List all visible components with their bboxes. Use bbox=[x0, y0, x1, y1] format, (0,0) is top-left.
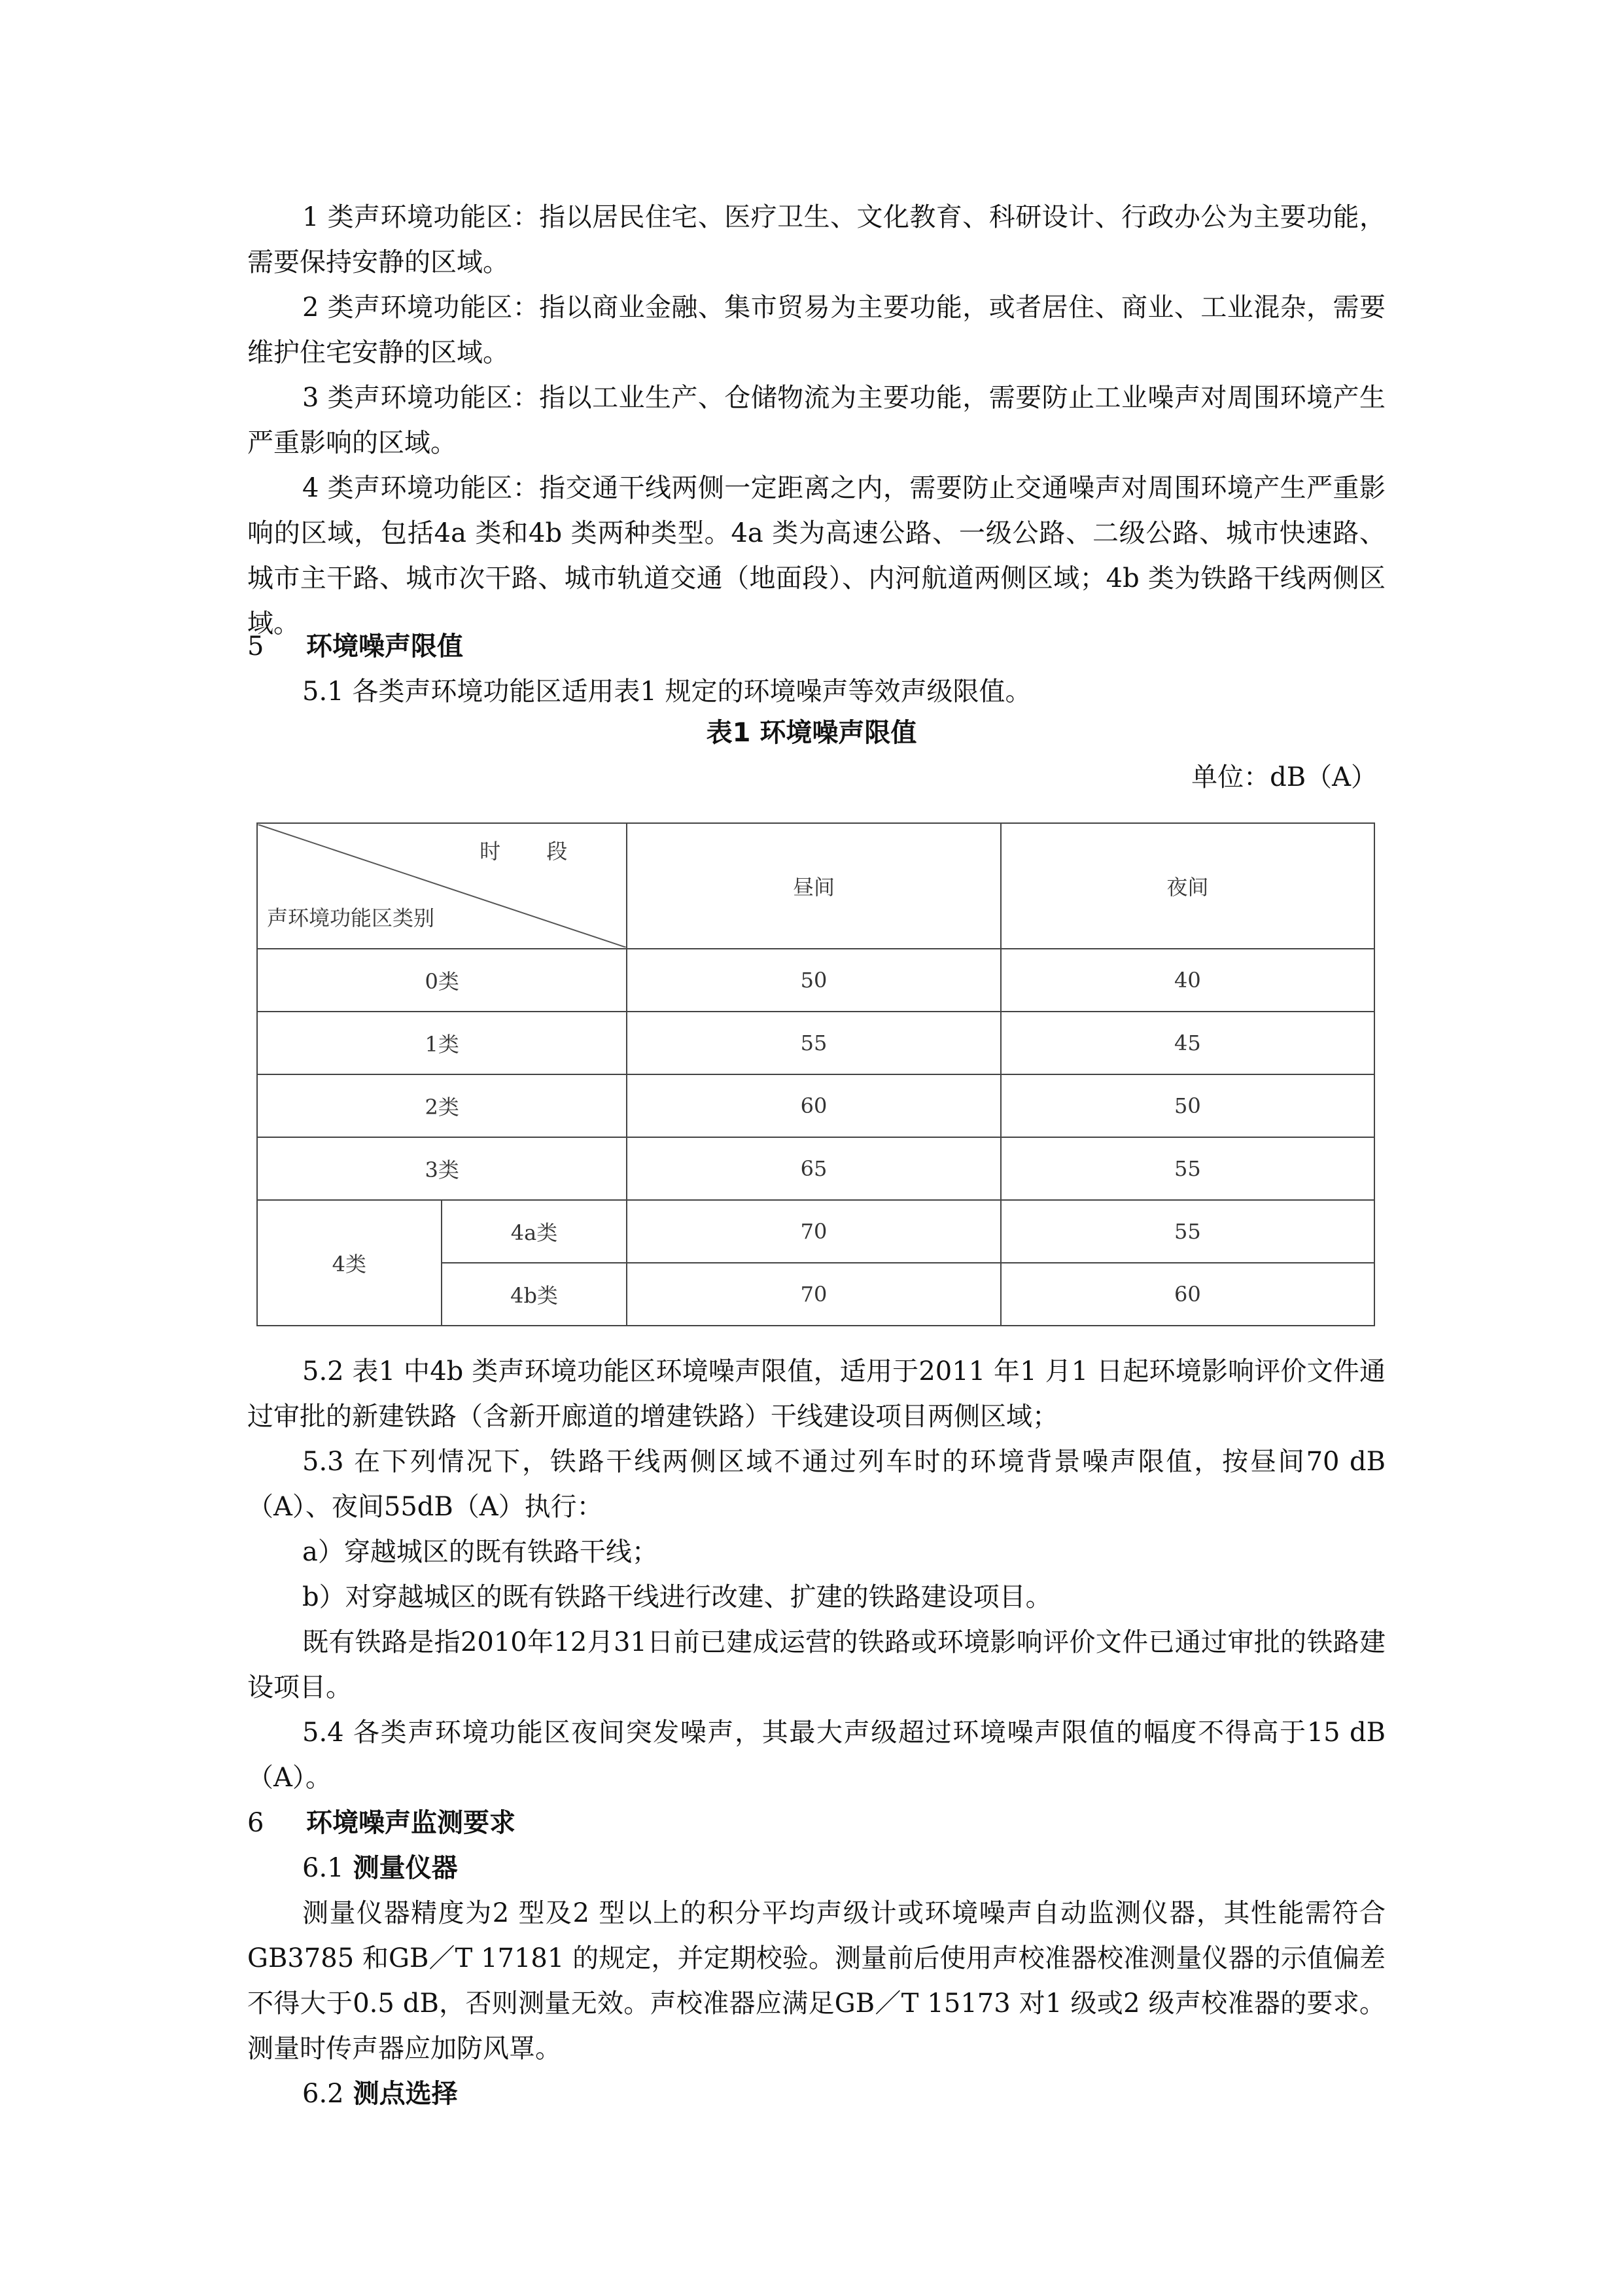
paragraph-class3: 3 类声环境功能区：指以工业生产、仓储物流为主要功能，需要防止工业噪声对周围环境产生严重影响的区域。 bbox=[247, 383, 1386, 458]
header-day: 昼间 bbox=[627, 823, 1000, 949]
header-category-label: 声环境功能区类别 bbox=[267, 906, 435, 930]
row-day-value: 60 bbox=[627, 1074, 1000, 1137]
paragraph-class1: 1 类声环境功能区：指以居民住宅、医疗卫生、文化教育、科研设计、行政办公为主要功能，需要保持安静的区域。 bbox=[247, 202, 1386, 277]
row-day-value: 70 bbox=[627, 1263, 1000, 1326]
row-night-value: 50 bbox=[1001, 1074, 1374, 1137]
table-title: 表1 环境噪声限值 bbox=[706, 718, 917, 748]
paragraph-5-3: 5.3 在下列情况下，铁路干线两侧区域不通过列车时的环境背景噪声限值，按昼间70 dB（A）、夜间55dB（A）执行： bbox=[247, 1447, 1386, 1522]
row-category: 2类 bbox=[257, 1074, 627, 1137]
table-row bbox=[257, 1012, 1374, 1074]
section-6-heading bbox=[247, 1801, 515, 1846]
row-night-value: 55 bbox=[1001, 1200, 1374, 1263]
section-5-heading bbox=[247, 624, 463, 669]
list-item-a: a）穿越城区的既有铁路干线； bbox=[302, 1537, 658, 1567]
sub-category: 4a类 bbox=[442, 1200, 627, 1263]
row-night-value: 60 bbox=[1001, 1263, 1374, 1326]
noise-limits-table bbox=[256, 822, 1375, 1326]
row-day-value: 70 bbox=[627, 1200, 1000, 1263]
row-night-value: 55 bbox=[1001, 1137, 1374, 1200]
section-number: 5 bbox=[247, 631, 264, 662]
header-diagonal-cell bbox=[257, 823, 627, 949]
section-title: 环境噪声限值 bbox=[306, 631, 463, 662]
row-day-value: 65 bbox=[627, 1137, 1000, 1200]
paragraph-class4: 4 类声环境功能区：指交通干线两侧一定距离之内，需要防止交通噪声对周围环境产生严重影响的区域，包括4a 类和4b 类两种类型。4a 类为高速公路、一级公路、二级公路、城市快速路、城市主干路、城市次干路、城市轨道交通（地面段）、内河航道两侧区域；4b 类为铁路干线两侧区域。 bbox=[247, 473, 1386, 639]
row-day-value: 55 bbox=[627, 1012, 1000, 1074]
subsection-title: 测量仪器 bbox=[353, 1853, 458, 1883]
paragraph-5-2: 5.2 表1 中4b 类声环境功能区环境噪声限值，适用于2011 年1 月1 日起环境影响评价文件通过审批的新建铁路（含新开廊道的增建铁路）干线建设项目两侧区域； bbox=[247, 1356, 1386, 1432]
group-category: 4类 bbox=[257, 1200, 442, 1326]
row-category: 0类 bbox=[257, 949, 627, 1012]
table-header-row bbox=[257, 823, 1374, 949]
row-night-value: 45 bbox=[1001, 1012, 1374, 1074]
section-number: 6 bbox=[247, 1808, 264, 1838]
table-row bbox=[257, 1074, 1374, 1137]
paragraph-existing-railway: 既有铁路是指2010年12月31日前已建成运营的铁路或环境影响评价文件已通过审批的铁路建设项目。 bbox=[247, 1627, 1386, 1703]
row-night-value: 40 bbox=[1001, 949, 1374, 1012]
paragraph-5-1: 5.1 各类声环境功能区适用表1 规定的环境噪声等效声级限值。 bbox=[302, 677, 1032, 707]
table-row bbox=[257, 1137, 1374, 1200]
table-row bbox=[257, 1200, 1374, 1263]
paragraph-6-1: 测量仪器精度为2 型及2 型以上的积分平均声级计或环境噪声自动监测仪器，其性能需符合GB3785 和GB／T 17181 的规定，并定期校验。测量前后使用声校准器校准测量仪器的示值偏差不得大于0.5 dB，否则测量无效。声校准器应满足GB／T 15173 对1 级或2 级声校准器的要求。测量时传声器应加防风罩。 bbox=[247, 1898, 1386, 2064]
list-item-b: b）对穿越城区的既有铁路干线进行改建、扩建的铁路建设项目。 bbox=[302, 1582, 1052, 1612]
subsection-number: 6.2 bbox=[302, 2079, 344, 2109]
table-unit: 单位：dB（A） bbox=[1191, 762, 1377, 792]
row-day-value: 50 bbox=[627, 949, 1000, 1012]
header-period-label: 时 段 bbox=[480, 839, 587, 864]
table-row bbox=[257, 949, 1374, 1012]
sub-category: 4b类 bbox=[442, 1263, 627, 1326]
subsection-title: 测点选择 bbox=[353, 2079, 458, 2109]
subsection-6-1-heading bbox=[302, 1846, 458, 1891]
subsection-6-2-heading bbox=[302, 2072, 458, 2117]
section-title: 环境噪声监测要求 bbox=[306, 1808, 515, 1838]
header-night: 夜间 bbox=[1001, 823, 1374, 949]
subsection-number: 6.1 bbox=[302, 1853, 344, 1883]
row-category: 3类 bbox=[257, 1137, 627, 1200]
paragraph-class2: 2 类声环境功能区：指以商业金融、集市贸易为主要功能，或者居住、商业、工业混杂，需要维护住宅安静的区域。 bbox=[247, 292, 1386, 368]
paragraph-5-4: 5.4 各类声环境功能区夜间突发噪声，其最大声级超过环境噪声限值的幅度不得高于15 dB（A）。 bbox=[247, 1718, 1386, 1793]
row-category: 1类 bbox=[257, 1012, 627, 1074]
